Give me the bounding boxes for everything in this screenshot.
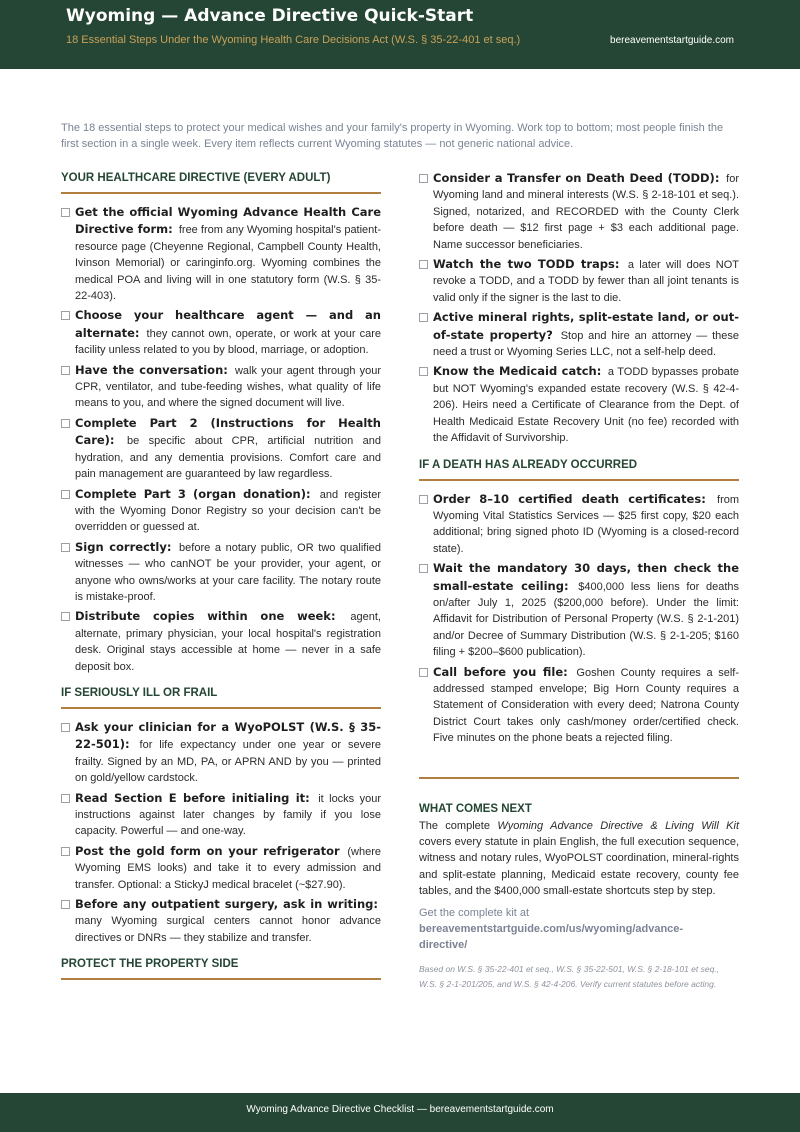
checkbox[interactable] (419, 367, 428, 376)
page-title: Wyoming — Advance Directive Quick-Start (66, 6, 474, 26)
checkbox[interactable] (61, 543, 70, 552)
checkbox[interactable] (61, 366, 70, 375)
item-text: be specific about CPR, artificial nutrition and hydration, and any dementia provisions. Comfort care and pain management are guaranteed by law regardless. (75, 435, 381, 481)
checklist-death (419, 491, 739, 747)
checklist-item (419, 560, 739, 660)
cta-lead: Get the complete kit at (419, 906, 530, 919)
checklist-item (419, 256, 739, 306)
item-lead: Complete Part 2 (Instructions for Health Care): (75, 415, 381, 448)
item-text: for Wyoming land and mineral interests (W.S. § 2-18-101 et seq.). Signed, notarized, and RECORDED with the County Clerk before death — $12 first page + $3 each additional page. Name successor beneficiaries. (433, 173, 739, 251)
checklist-item (419, 309, 739, 360)
item-text: a later will does NOT revoke a TODD, and a TODD by fewer than all joint tenants is valid only if the signer is the last to die. (433, 259, 740, 304)
checklist-item (419, 491, 739, 558)
checkbox[interactable] (419, 313, 428, 322)
item-lead: Get the official Wyoming Advance Health Care Directive form: (75, 205, 381, 237)
checkbox[interactable] (419, 174, 428, 183)
item-text: a TODD bypasses probate but NOT Wyoming's expanded estate recovery (W.S. § 42-4-206). Heirs need a Certificate of Clearance from the Dept. of Health Medicaid Estate Recovery Unit (no fee) recorded with the Affidavit of Survivorship. (433, 366, 739, 445)
checklist-property (419, 170, 739, 447)
checkbox[interactable] (61, 612, 70, 621)
checkbox[interactable] (61, 794, 70, 803)
item-text: many Wyoming surgical centers cannot honor advance directives or DNRs — they stabilize and transfer. (75, 915, 381, 944)
next-heading: WHAT COMES NEXT (419, 802, 532, 815)
checklist-item (61, 204, 381, 304)
item-text: it locks your instructions against later changes by family if you lose capacity. Powerful — and one-way. (75, 792, 381, 838)
header-site-link[interactable]: bereavementstartguide.com (610, 35, 734, 46)
checklist-item (61, 719, 381, 787)
item-text: free from any Wyoming hospital's patient-resource page (Cheyenne Regional, Campbell County Health, Ivinson Memorial) or caringinfo.org. Wyoming combines the medical POA and living will in one statutory form (W.S. § 35-22-403). (75, 224, 382, 303)
checkbox[interactable] (419, 668, 428, 677)
checkbox[interactable] (419, 495, 428, 504)
kit-link[interactable]: bereavementstartguide.com/us/wyoming/advance-directive/ (419, 922, 684, 951)
right-column (419, 170, 739, 992)
item-text: they cannot own, operate, or work at your care facility unless related to you by blood, marriage, or adoption. (75, 327, 381, 357)
checkbox[interactable] (61, 847, 70, 856)
checklist-item (61, 539, 381, 606)
item-text: (where Wyoming EMS looks) and take it to every admission and transfer. Optional: a StickyJ medical bracelet (~$27.90). (75, 845, 381, 891)
page-subtitle: 18 Essential Steps Under the Wyoming Health Care Decisions Act (W.S. § 35-22-401 et seq.) (66, 34, 521, 46)
checkbox[interactable] (61, 419, 70, 428)
checklist-item (61, 307, 381, 358)
item-lead: Active mineral rights, split-estate land, or out-of-state property? (433, 310, 739, 342)
item-text: and register with the Wyoming Donor Registry so your decision can't be overridden or guessed at. (75, 488, 382, 534)
checklist-ill (61, 719, 381, 946)
checkbox[interactable] (61, 208, 70, 217)
checklist-item (61, 896, 381, 946)
item-lead: Wait the mandatory 30 days, then check the small-estate ceiling: (433, 561, 739, 593)
item-text: $400,000 less liens for deaths on/after July 1, 2025 ($200,000 before). Under the limit: Affidavit for Distribution of Personal Property (W.S. § 2-1-201) and/or Decree of Summary Distribution (W.S. § 2-1-205; $160 filing + $200–$600 publication). (433, 580, 739, 659)
item-lead: Know the Medicaid catch: (433, 364, 602, 379)
checklist-item (61, 790, 381, 840)
item-lead: Call before you file: (433, 664, 568, 679)
intro-paragraph: The 18 essential steps to protect your medical wishes and your family's property in Wyoming. Work top to bottom; most people finish the first section in a single week. Every item reflects current Wyoming statutes — not generic national advice. (61, 122, 724, 150)
next-body-pre: The complete (419, 819, 498, 832)
item-lead: Before any outpatient surgery, ask in writing: (75, 897, 378, 912)
checkbox[interactable] (61, 311, 70, 320)
next-body-post: covers every statute in plain English, the full execution sequence, witness and notary rules, WyoPOLST coordination, mineral-rights and split-estate planning, Medicaid estate recovery, county fee tables, and the $400,000 small-estate shortcuts step by step. (419, 836, 739, 898)
item-lead: Ask your clinician for a WyoPOLST (W.S. § 35-22-501): (75, 719, 381, 752)
item-lead: Choose your healthcare agent — and an alternate: (75, 308, 381, 340)
checklist-item (419, 363, 739, 446)
checkbox[interactable] (419, 260, 428, 269)
item-lead: Have the conversation: (75, 362, 228, 377)
checklist-item (419, 170, 739, 253)
checklist-item (61, 415, 381, 483)
checklist-item (61, 608, 381, 675)
divider-rule (419, 777, 739, 779)
item-lead: Watch the two TODD traps: (433, 257, 620, 272)
checkbox[interactable] (61, 900, 70, 909)
item-lead: Distribute copies within one week: (75, 609, 336, 624)
checklist-item (419, 664, 739, 747)
page-header (0, 0, 800, 69)
section-heading-healthcare: YOUR HEALTHCARE DIRECTIVE (EVERY ADULT) (61, 170, 381, 194)
checkbox[interactable] (61, 490, 70, 499)
checklist-healthcare (61, 204, 381, 675)
item-text: Stop and hire an attorney — these need a trust or Wyoming Series LLC, not a self-help deed. (433, 329, 739, 359)
item-text: before a notary public, OR two qualified witnesses — who canNOT be your provider, your agent, or anyone who owns/works at your care facility. The notary route is mistake-proof. (75, 541, 382, 603)
footer-text: Wyoming Advance Directive Checklist — bereavementstartguide.com (246, 1104, 554, 1115)
item-lead: Post the gold form on your refrigerator (75, 843, 340, 858)
item-lead: Order 8–10 certified death certificates: (433, 491, 706, 506)
section-heading-ill: IF SERIOUSLY ILL OR FRAIL (61, 685, 381, 709)
checkbox[interactable] (419, 564, 428, 573)
item-lead: Read Section E before initialing it: (75, 790, 310, 805)
item-lead: Sign correctly: (75, 539, 172, 554)
page-footer (0, 1093, 800, 1132)
section-heading-death: IF A DEATH HAS ALREADY OCCURRED (419, 457, 739, 481)
next-body (419, 818, 739, 900)
checklist-item (61, 362, 381, 412)
item-text: from Wyoming Vital Statistics Services — $25 first copy, $20 each additional; bring signed photo ID (Wyoming is a closed-record state). (433, 493, 740, 555)
item-lead: Consider a Transfer on Death Deed (TODD): (433, 171, 720, 185)
left-column (61, 170, 381, 990)
item-text: agent, alternate, primary physician, your local hospital's registration desk. Original stays accessible at home — never in a safe deposit box. (75, 611, 381, 673)
kit-title: Wyoming Advance Directive & Living Will Kit (497, 819, 740, 832)
section-heading-property: PROTECT THE PROPERTY SIDE (61, 956, 381, 980)
item-text: walk your agent through your CPR, ventilator, and tube-feeding wishes, what quality of life means to you, and where the signed document will live. (75, 364, 381, 410)
checklist-item (61, 486, 381, 536)
item-text: Goshen County requires a self-addressed stamped envelope; Big Horn County requires a Statement of Consideration with every deed; Natrona County District Court takes only cash/money order/certified check. Five minutes on the phone beats a rejected filing. (433, 666, 740, 745)
statute-note: Based on W.S. § 35-22-401 et seq., W.S. § 35-22-501, W.S. § 2-18-101 et seq., W.S. § 2-1-201/205, and W.S. § 42-4-206. Verify current statutes before acting. (419, 963, 720, 989)
checkbox[interactable] (61, 723, 70, 732)
item-text: for life expectancy under one year or severe frailty. Signed by an MD, PA, or APRN AND by you — printed on gold/yellow cardstock. (75, 739, 381, 785)
item-lead: Complete Part 3 (organ donation): (75, 486, 311, 501)
checklist-item (61, 843, 381, 893)
